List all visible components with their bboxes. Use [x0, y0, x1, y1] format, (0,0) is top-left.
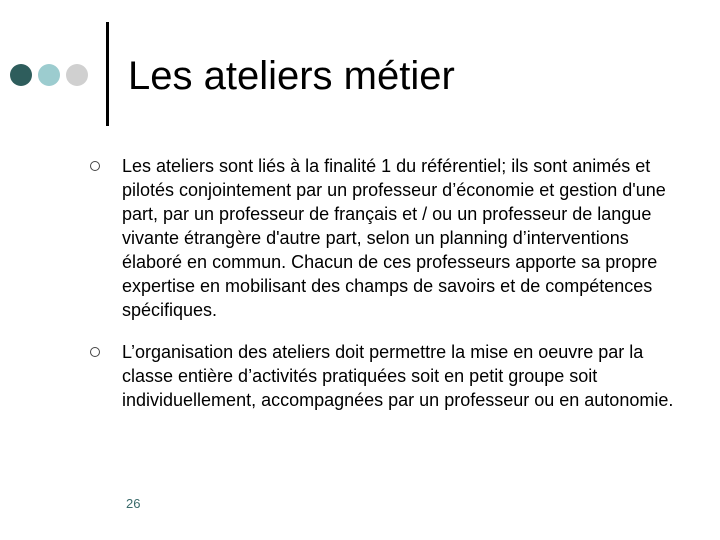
slide-title: Les ateliers métier [128, 54, 455, 98]
bullet-item [90, 340, 690, 412]
gray-dot-icon [66, 64, 88, 86]
title-divider [106, 22, 109, 126]
dark-dot-icon [10, 64, 32, 86]
circle-bullet-icon [90, 161, 100, 171]
bullet-text: L’organisation des ateliers doit permettre la mise en oeuvre par la classe entière d’activités pratiquées soit en petit groupe soit individuellement, accompagnées par un professeur ou en autonomie. [122, 342, 674, 410]
slide-content [90, 154, 690, 430]
page-number: 26 [126, 496, 141, 511]
circle-bullet-icon [90, 347, 100, 357]
decorative-dots [10, 64, 94, 86]
bullet-text: Les ateliers sont liés à la finalité 1 du référentiel; ils sont animés et pilotés conjointement par un professeur d’économie et gestion d'une part, par un professeur de français et / ou un professeur de langue vivante étrangère d'autre part, selon un planning d’interventions élaboré en commun. Chacun de ces professeurs apporte sa propre expertise en mobilisant des champs de savoirs et de compétences spécifiques. [122, 156, 666, 320]
teal-dot-icon [38, 64, 60, 86]
bullet-item [90, 154, 690, 322]
